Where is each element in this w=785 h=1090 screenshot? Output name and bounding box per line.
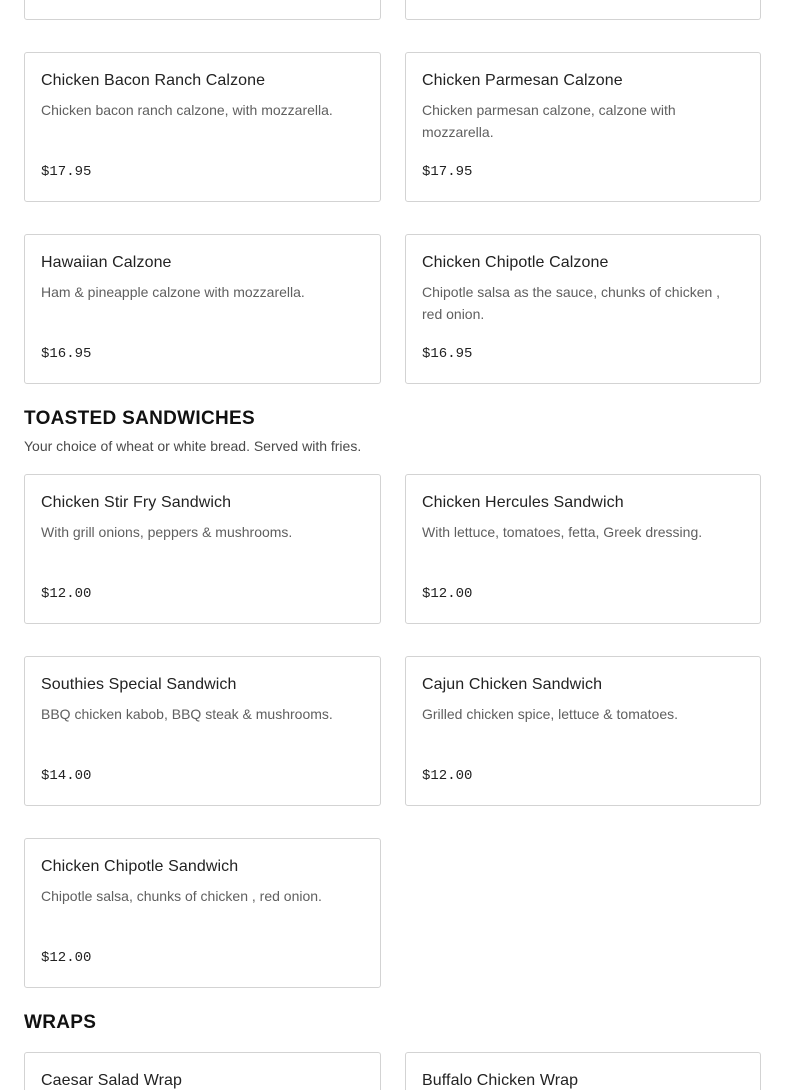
item-name: Caesar Salad Wrap	[41, 1072, 183, 1089]
menu-item-card[interactable]	[405, 52, 761, 202]
item-name: Chicken Chipotle Sandwich	[41, 858, 239, 875]
item-name: Chicken Parmesan Calzone	[422, 72, 623, 89]
item-description: Chicken parmesan calzone, calzone with mozzarella.	[422, 102, 676, 140]
item-description: Chipotle salsa as the sauce, chunks of chicken , red onion.	[422, 284, 721, 322]
menu-item-card[interactable]	[24, 838, 381, 988]
menu-item-card[interactable]	[24, 0, 381, 20]
item-price: $14.00	[41, 768, 92, 784]
item-price: $12.00	[422, 586, 473, 602]
item-price: $12.00	[41, 586, 92, 602]
menu-item-card[interactable]	[24, 656, 381, 806]
item-price: $17.95	[422, 164, 473, 180]
menu-item-card[interactable]	[405, 1052, 761, 1090]
item-name: Southies Special Sandwich	[41, 676, 237, 693]
item-name: Hawaiian Calzone	[41, 254, 172, 271]
menu-item-card[interactable]	[24, 52, 381, 202]
item-price: $17.95	[41, 164, 92, 180]
menu-item-card[interactable]	[24, 474, 381, 624]
item-price: $16.95	[41, 346, 92, 362]
menu-item-card[interactable]	[405, 0, 761, 20]
menu-item-card[interactable]	[24, 1052, 381, 1090]
item-description: With grill onions, peppers & mushrooms.	[41, 524, 293, 540]
item-name: Chicken Stir Fry Sandwich	[41, 494, 232, 511]
item-description: Chicken bacon ranch calzone, with mozzarella.	[41, 102, 333, 118]
section-title: WRAPS	[24, 1012, 97, 1033]
menu-item-card[interactable]	[405, 656, 761, 806]
item-price: $12.00	[422, 768, 473, 784]
item-description: Chipotle salsa, chunks of chicken , red onion.	[41, 888, 322, 904]
item-name: Cajun Chicken Sandwich	[422, 676, 603, 693]
item-name: Buffalo Chicken Wrap	[422, 1072, 579, 1089]
section-title: TOASTED SANDWICHES	[24, 408, 255, 429]
item-name: Chicken Chipotle Calzone	[422, 254, 609, 271]
item-price: $12.00	[41, 950, 92, 966]
item-description: Ham & pineapple calzone with mozzarella.	[41, 284, 305, 300]
item-description: With lettuce, tomatoes, fetta, Greek dressing.	[422, 524, 703, 540]
item-name: Chicken Bacon Ranch Calzone	[41, 72, 266, 89]
item-description: Grilled chicken spice, lettuce & tomatoes.	[422, 706, 679, 722]
menu-item-card[interactable]	[405, 474, 761, 624]
item-price: $16.95	[422, 346, 473, 362]
menu-item-card[interactable]	[24, 234, 381, 384]
item-name: Chicken Hercules Sandwich	[422, 494, 624, 511]
section-subtitle: Your choice of wheat or white bread. Served with fries.	[24, 438, 362, 454]
menu-item-card[interactable]	[405, 234, 761, 384]
item-description: BBQ chicken kabob, BBQ steak & mushrooms.	[41, 706, 333, 722]
